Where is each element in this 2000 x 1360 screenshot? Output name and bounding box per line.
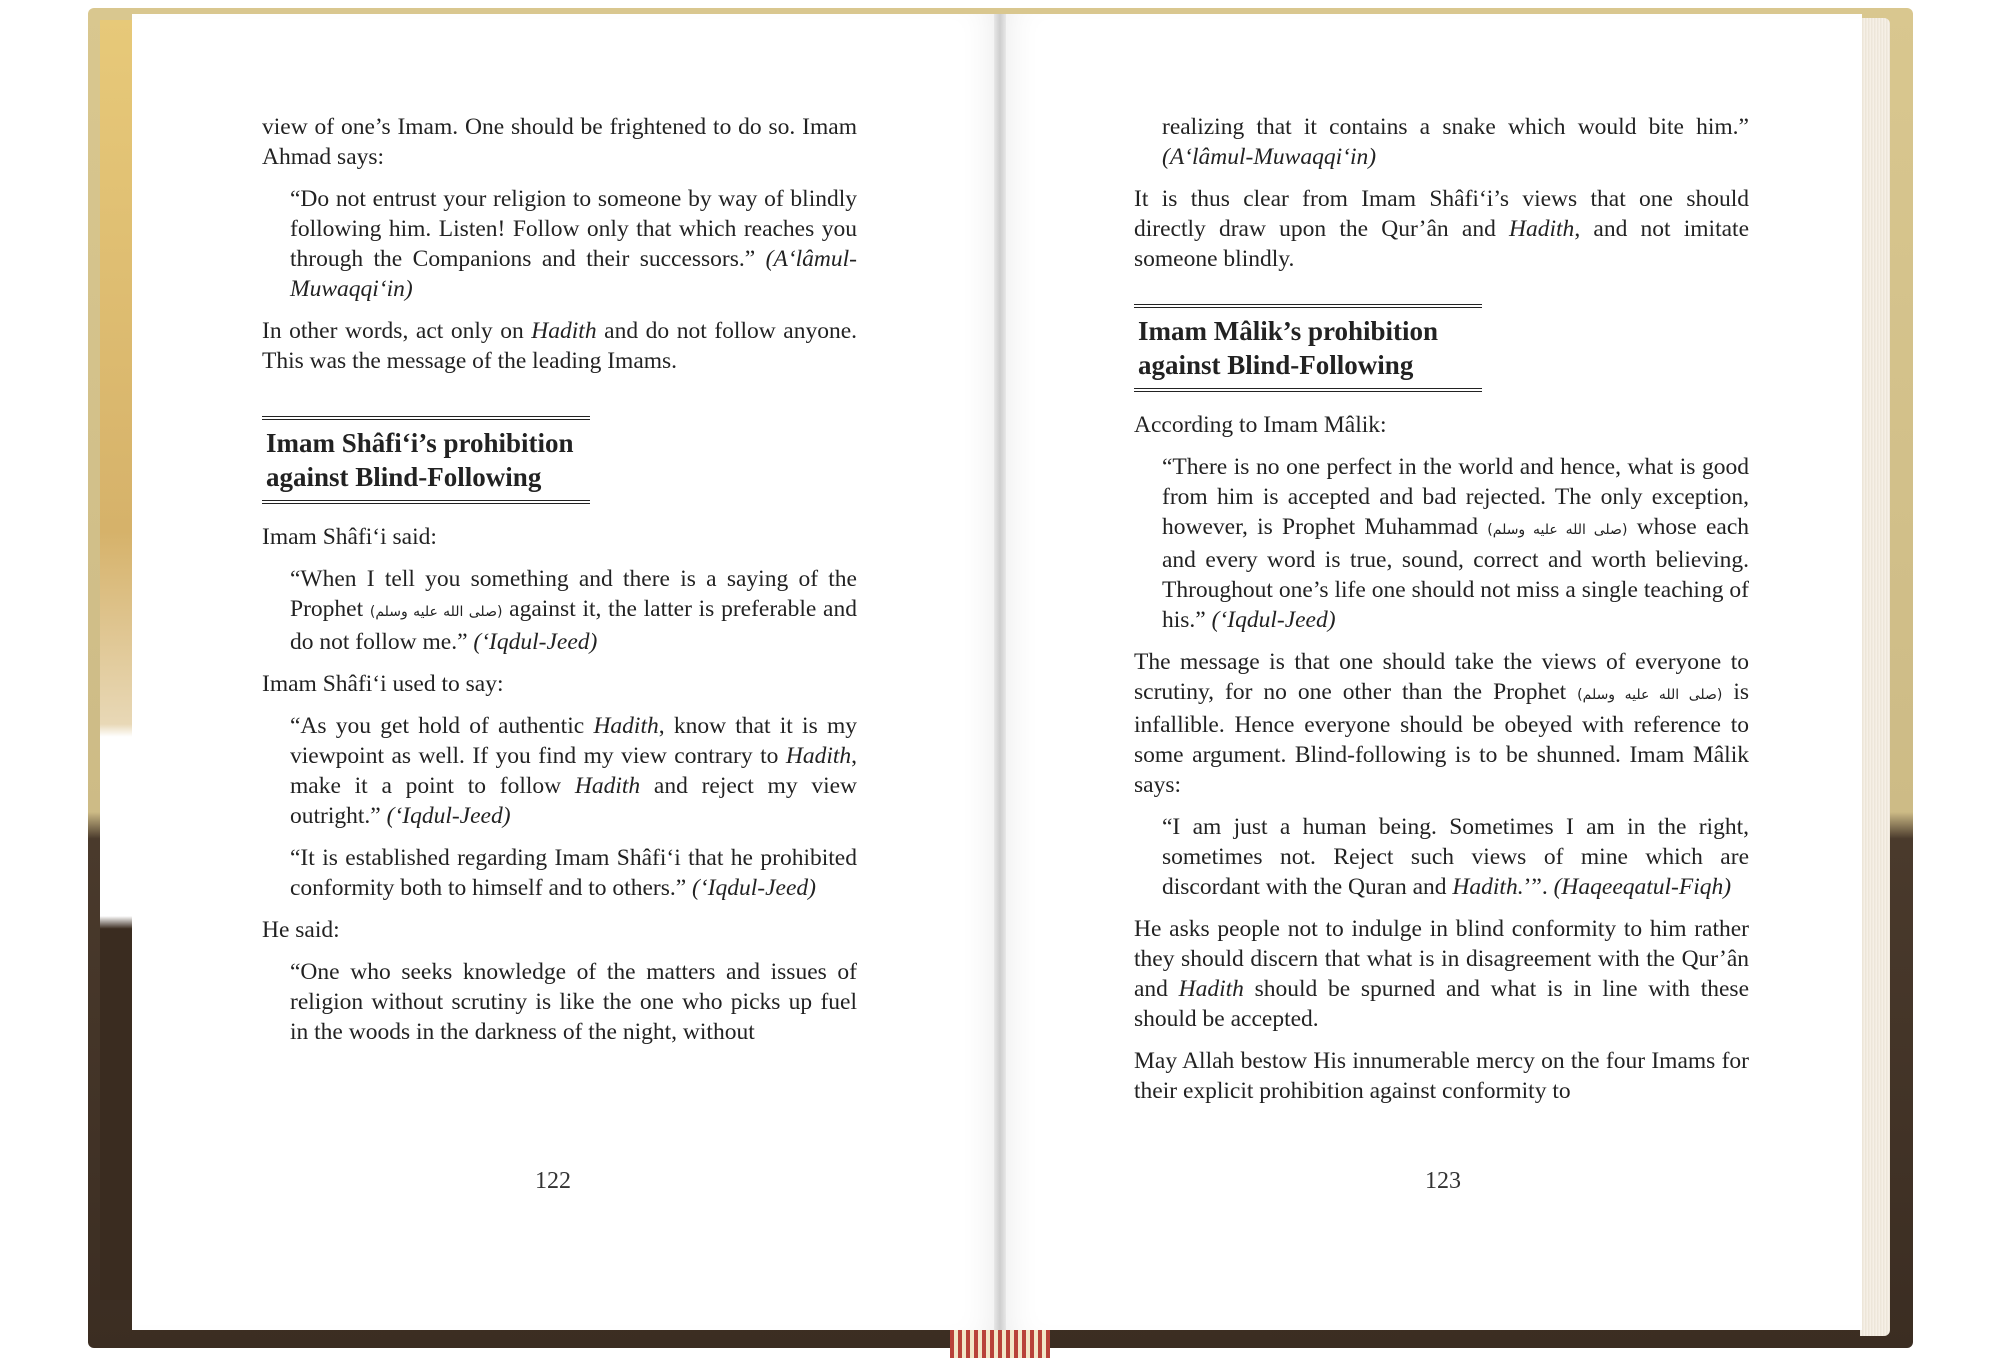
paragraph: He said: [262, 917, 340, 943]
quote: “There is no one perfect in the world and hence, what is good from him is accepted and bad rejected. The only exception, however, is Prophet Muhammad (صلى الله عليه وسلم) whose each and every word is true, sound, correct and worth believing. Throughout one’s life one should not miss a single teaching of his.” (‘Iqdul-Jeed) [1162, 454, 1750, 633]
right-page-text [1134, 112, 1749, 1118]
paragraph: view of one’s Imam. One should be frightened to do so. Imam Ahmad says: [262, 114, 857, 170]
page-number-left: 122 [535, 1168, 571, 1194]
quote: “Do not entrust your religion to someone by way of blindly following him. Listen! Follow only that which reaches you through the Companions and their successors.” (A‘lâmul-Muwaqqi‘in) [290, 186, 858, 302]
citation: (‘Iqdul-Jeed) [473, 629, 598, 655]
citation: (‘Iqdul-Jeed) [692, 875, 816, 901]
paragraph: He asks people not to indulge in blind conformity to him rather they should discern that what is in disagreement with the Qur’ân and Hadith should be spurned and what is in line with these should be accepted. [1134, 916, 1750, 1032]
paragraph: The message is that one should take the views of everyone to scrutiny, for no one other than the Prophet (صلى الله عليه وسلم) is infallible. Hence everyone should be obeyed with reference to some argument. Blind-following is to be shunned. Imam Mâlik says: [1134, 649, 1750, 798]
page-number-right: 123 [1425, 1168, 1461, 1194]
citation: (Haqeeqatul-Fiqh) [1553, 874, 1732, 900]
section-heading-malik: Imam Mâlik’s prohibition against Blind-Following [1134, 304, 1482, 392]
left-page-text [262, 112, 857, 1059]
paragraph: May Allah bestow His innumerable mercy on the four Imams for their explicit prohibition against conformity to [1134, 1048, 1749, 1104]
section-heading-shafii: Imam Shâfi‘i’s prohibition against Blind-Following [262, 416, 590, 504]
paragraph: Imam Shâfi‘i said: [262, 524, 437, 550]
paragraph: In other words, act only on Hadith and do not follow anyone. This was the message of the leading Imams. [262, 318, 857, 374]
citation: (A‘lâmul-Muwaqqi‘in) [1162, 144, 1377, 170]
quote: “I am just a human being. Sometimes I am in the right, sometimes not. Reject such views of mine which are discordant with the Quran and Hadith.’”. (Haqeeqatul-Fiqh) [1162, 814, 1749, 900]
quote: “When I tell you something and there is a saying of the Prophet (صلى الله عليه وسلم) against it, the latter is preferable and do not follow me.” (‘Iqdul-Jeed) [290, 566, 857, 655]
book-gutter [994, 14, 1006, 1330]
page-edges [1860, 18, 1890, 1336]
paragraph: It is thus clear from Imam Shâfi‘i’s views that one should directly draw upon the Qur’ân and Hadith, and not imitate someone blindly. [1134, 186, 1750, 272]
citation: (‘Iqdul-Jeed) [1211, 607, 1336, 633]
quote: “One who seeks knowledge of the matters and issues of religion without scrutiny is like the one who picks up fuel in the woods in the darkness of the night, without [290, 959, 857, 1045]
quote: realizing that it contains a snake which would bite him.” (A‘lâmul-Muwaqqi‘in) [1162, 114, 1749, 170]
citation: (‘Iqdul-Jeed) [386, 803, 511, 829]
arabic-salutation: (صلى الله عليه وسلم) [369, 604, 503, 620]
paragraph: According to Imam Mâlik: [1134, 412, 1387, 438]
quote: “It is established regarding Imam Shâfi‘i that he prohibited conformity both to himself and to others.” (‘Iqdul-Jeed) [290, 845, 857, 901]
quote: “As you get hold of authentic Hadith, know that it is my viewpoint as well. If you find my view contrary to Hadith, make it a point to follow Hadith and reject my view outright.” (‘Iqdul-Jeed) [290, 713, 858, 829]
arabic-salutation: (صلى الله عليه وسلم) [1487, 522, 1628, 538]
citation: (A‘lâmul-Muwaqqi‘in) [290, 246, 858, 302]
arabic-salutation: (صلى الله عليه وسلم) [1577, 687, 1723, 703]
paragraph: Imam Shâfi‘i used to say: [262, 671, 504, 697]
